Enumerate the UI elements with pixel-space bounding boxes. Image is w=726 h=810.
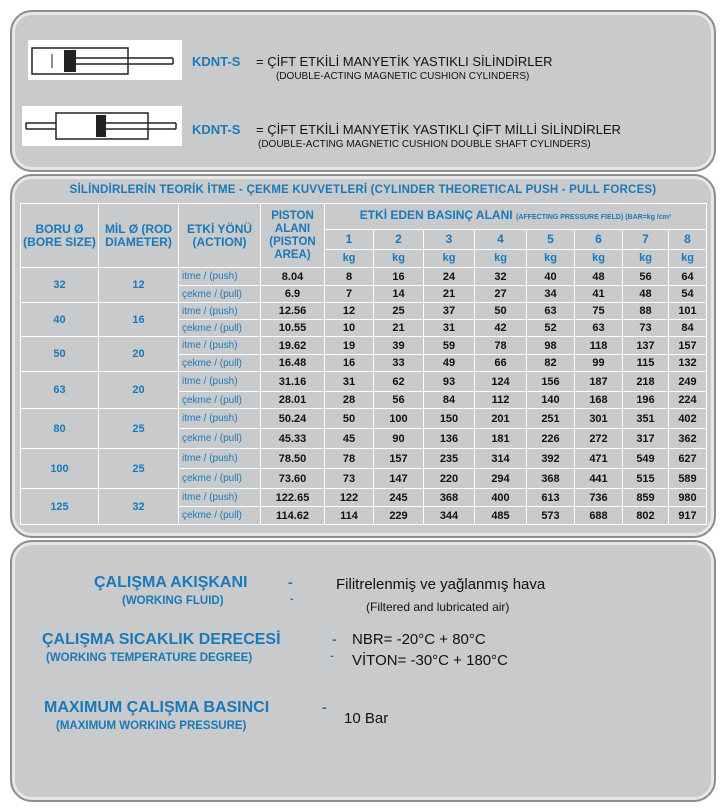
force-cell: 49 bbox=[424, 355, 475, 372]
force-cell: 301 bbox=[575, 409, 623, 429]
force-cell: 56 bbox=[374, 392, 424, 409]
force-cell: 21 bbox=[374, 320, 424, 337]
force-cell: 115 bbox=[623, 355, 669, 372]
unit-kg: kg bbox=[669, 250, 707, 268]
force-cell: 66 bbox=[475, 355, 527, 372]
force-cell: 93 bbox=[424, 372, 475, 392]
description-en: (DOUBLE-ACTING MAGNETIC CUSHION DOUBLE SHAFT CYLINDERS) bbox=[258, 139, 591, 150]
force-cell: 187 bbox=[575, 372, 623, 392]
force-cell: 75 bbox=[575, 303, 623, 320]
force-cell: 37 bbox=[424, 303, 475, 320]
force-cell: 132 bbox=[669, 355, 707, 372]
force-cell: 14 bbox=[374, 286, 424, 303]
force-cell: 485 bbox=[475, 507, 527, 525]
double-shaft-cylinder-diagram bbox=[22, 106, 182, 146]
piston-area-cell: 31.16 bbox=[261, 372, 325, 392]
rod-diameter-cell: 16 bbox=[99, 303, 179, 337]
header-piston-area: PISTON ALANI (PISTON AREA) bbox=[261, 204, 325, 268]
pull-action-label: çekme / (pull) bbox=[179, 469, 261, 489]
force-cell: 736 bbox=[575, 489, 623, 507]
max-pressure-label: MAXIMUM ÇALIŞMA BASINCI bbox=[44, 699, 270, 716]
force-cell: 39 bbox=[374, 337, 424, 355]
force-cell: 362 bbox=[669, 429, 707, 449]
force-cell: 82 bbox=[527, 355, 575, 372]
description-tr: = ÇİFT ETKİLİ MANYETİK YASTIKLI SİLİNDİRLER bbox=[256, 54, 553, 69]
force-cell: 137 bbox=[623, 337, 669, 355]
force-cell: 50 bbox=[475, 303, 527, 320]
force-cell: 78 bbox=[325, 449, 374, 469]
force-cell: 62 bbox=[374, 372, 424, 392]
piston-area-cell: 16.48 bbox=[261, 355, 325, 372]
push-action-label: itme / (push) bbox=[179, 303, 261, 320]
unit-kg: kg bbox=[325, 250, 374, 268]
force-cell: 73 bbox=[623, 320, 669, 337]
pull-action-label: çekme / (pull) bbox=[179, 429, 261, 449]
force-cell: 402 bbox=[669, 409, 707, 429]
force-cell: 101 bbox=[669, 303, 707, 320]
force-cell: 181 bbox=[475, 429, 527, 449]
force-cell: 235 bbox=[424, 449, 475, 469]
force-cell: 112 bbox=[475, 392, 527, 409]
force-cell: 19 bbox=[325, 337, 374, 355]
force-cell: 54 bbox=[669, 286, 707, 303]
force-cell: 50 bbox=[325, 409, 374, 429]
single-rod-cylinder-diagram bbox=[28, 40, 182, 80]
working-temperature-label: ÇALIŞMA SICAKLIK DERECESİ bbox=[42, 631, 281, 648]
force-cell: 40 bbox=[527, 268, 575, 286]
push-action-label: itme / (push) bbox=[179, 409, 261, 429]
force-cell: 31 bbox=[424, 320, 475, 337]
push-action-label: itme / (push) bbox=[179, 449, 261, 469]
description-tr: = ÇİFT ETKİLİ MANYETİK YASTIKLI ÇİFT MİLLİ SİLİNDİRLER bbox=[256, 122, 621, 137]
force-cell: 124 bbox=[475, 372, 527, 392]
force-cell: 84 bbox=[669, 320, 707, 337]
force-cell: 32 bbox=[475, 268, 527, 286]
pressure-bar-6: 6 bbox=[575, 230, 623, 250]
unit-kg: kg bbox=[623, 250, 669, 268]
max-pressure-label-en: (MAXIMUM WORKING PRESSURE) bbox=[56, 720, 247, 732]
force-cell: 34 bbox=[527, 286, 575, 303]
force-cell: 63 bbox=[527, 303, 575, 320]
model-description-panel bbox=[10, 10, 716, 172]
force-cell: 88 bbox=[623, 303, 669, 320]
pressure-bar-5: 5 bbox=[527, 230, 575, 250]
piston-area-cell: 12.56 bbox=[261, 303, 325, 320]
force-cell: 688 bbox=[575, 507, 623, 525]
force-cell: 226 bbox=[527, 429, 575, 449]
unit-kg: kg bbox=[527, 250, 575, 268]
force-cell: 28 bbox=[325, 392, 374, 409]
table-row bbox=[21, 489, 707, 507]
force-cell: 549 bbox=[623, 449, 669, 469]
rod-diameter-cell: 25 bbox=[99, 409, 179, 449]
temperature-viton-value: VİTON= -30°C + 180°C bbox=[352, 652, 508, 669]
push-action-label: itme / (push) bbox=[179, 372, 261, 392]
force-cell: 515 bbox=[623, 469, 669, 489]
table-row bbox=[21, 303, 707, 320]
force-cell: 156 bbox=[527, 372, 575, 392]
force-cell: 45 bbox=[325, 429, 374, 449]
force-cell: 140 bbox=[527, 392, 575, 409]
bore-size-cell: 80 bbox=[21, 409, 99, 449]
force-cell: 64 bbox=[669, 268, 707, 286]
working-fluid-label-en: (WORKING FLUID) bbox=[122, 595, 224, 607]
force-cell: 56 bbox=[623, 268, 669, 286]
forces-table bbox=[20, 203, 707, 525]
force-cell: 31 bbox=[325, 372, 374, 392]
specifications-panel bbox=[10, 540, 716, 802]
rod-diameter-cell: 32 bbox=[99, 489, 179, 525]
temperature-nbr-value: NBR= -20°C + 80°C bbox=[352, 631, 486, 648]
working-fluid-value-en: (Filtered and lubricated air) bbox=[366, 600, 510, 614]
force-cell: 12 bbox=[325, 303, 374, 320]
force-cell: 150 bbox=[424, 409, 475, 429]
max-pressure-value: 10 Bar bbox=[344, 710, 389, 727]
table-row bbox=[21, 409, 707, 429]
force-cell: 245 bbox=[374, 489, 424, 507]
force-cell: 613 bbox=[527, 489, 575, 507]
working-fluid-label: ÇALIŞMA AKIŞKANI bbox=[94, 574, 248, 591]
force-cell: 90 bbox=[374, 429, 424, 449]
force-cell: 16 bbox=[374, 268, 424, 286]
force-cell: 136 bbox=[424, 429, 475, 449]
force-cell: 400 bbox=[475, 489, 527, 507]
header-action: ETKİ YÖNÜ (ACTION) bbox=[179, 204, 261, 268]
bore-size-cell: 100 bbox=[21, 449, 99, 489]
force-cell: 168 bbox=[575, 392, 623, 409]
force-cell: 41 bbox=[575, 286, 623, 303]
force-cell: 59 bbox=[424, 337, 475, 355]
bore-size-cell: 32 bbox=[21, 268, 99, 303]
force-cell: 802 bbox=[623, 507, 669, 525]
bore-size-cell: 63 bbox=[21, 372, 99, 409]
table-title: SİLİNDİRLERİN TEORİK İTME - ÇEKME KUVVETLERİ (CYLINDER THEORETICAL PUSH - PULL FORCES) bbox=[69, 184, 657, 196]
force-cell: 78 bbox=[475, 337, 527, 355]
piston-area-cell: 28.01 bbox=[261, 392, 325, 409]
table-row bbox=[21, 337, 707, 355]
pull-action-label: çekme / (pull) bbox=[179, 355, 261, 372]
force-cell: 48 bbox=[623, 286, 669, 303]
rod-diameter-cell: 20 bbox=[99, 372, 179, 409]
force-cell: 272 bbox=[575, 429, 623, 449]
push-action-label: itme / (push) bbox=[179, 489, 261, 507]
unit-kg: kg bbox=[374, 250, 424, 268]
separator: - bbox=[322, 699, 327, 715]
description-en: (DOUBLE-ACTING MAGNETIC CUSHION CYLINDERS) bbox=[276, 71, 530, 82]
force-cell: 573 bbox=[527, 507, 575, 525]
force-cell: 917 bbox=[669, 507, 707, 525]
force-cell: 63 bbox=[575, 320, 623, 337]
force-cell: 7 bbox=[325, 286, 374, 303]
rod-diameter-cell: 12 bbox=[99, 268, 179, 303]
unit-kg: kg bbox=[475, 250, 527, 268]
force-cell: 368 bbox=[527, 469, 575, 489]
force-cell: 392 bbox=[527, 449, 575, 469]
unit-kg: kg bbox=[424, 250, 475, 268]
bore-size-cell: 40 bbox=[21, 303, 99, 337]
piston-area-cell: 122.65 bbox=[261, 489, 325, 507]
push-action-label: itme / (push) bbox=[179, 268, 261, 286]
force-cell: 220 bbox=[424, 469, 475, 489]
working-temperature-label-en: (WORKING TEMPERATURE DEGREE) bbox=[46, 652, 253, 664]
force-cell: 16 bbox=[325, 355, 374, 372]
force-cell: 48 bbox=[575, 268, 623, 286]
force-cell: 196 bbox=[623, 392, 669, 409]
separator: - bbox=[330, 650, 334, 662]
forces-table-panel bbox=[10, 174, 716, 538]
force-cell: 344 bbox=[424, 507, 475, 525]
bore-size-cell: 125 bbox=[21, 489, 99, 525]
force-cell: 10 bbox=[325, 320, 374, 337]
force-cell: 351 bbox=[623, 409, 669, 429]
force-cell: 294 bbox=[475, 469, 527, 489]
force-cell: 218 bbox=[623, 372, 669, 392]
bore-size-cell: 50 bbox=[21, 337, 99, 372]
force-cell: 73 bbox=[325, 469, 374, 489]
piston-area-cell: 73.60 bbox=[261, 469, 325, 489]
separator: - bbox=[288, 574, 293, 590]
pull-action-label: çekme / (pull) bbox=[179, 286, 261, 303]
force-cell: 980 bbox=[669, 489, 707, 507]
force-cell: 84 bbox=[424, 392, 475, 409]
model-code: KDNT-S bbox=[192, 54, 241, 69]
force-cell: 122 bbox=[325, 489, 374, 507]
piston-area-cell: 6.9 bbox=[261, 286, 325, 303]
force-cell: 317 bbox=[623, 429, 669, 449]
force-cell: 27 bbox=[475, 286, 527, 303]
force-cell: 100 bbox=[374, 409, 424, 429]
separator: - bbox=[290, 593, 294, 605]
force-cell: 42 bbox=[475, 320, 527, 337]
force-cell: 201 bbox=[475, 409, 527, 429]
table-row bbox=[21, 268, 707, 286]
pressure-bar-4: 4 bbox=[475, 230, 527, 250]
force-cell: 589 bbox=[669, 469, 707, 489]
header-bore: BORU Ø (BORE SIZE) bbox=[21, 204, 99, 268]
force-cell: 52 bbox=[527, 320, 575, 337]
force-cell: 627 bbox=[669, 449, 707, 469]
pressure-bar-3: 3 bbox=[424, 230, 475, 250]
force-cell: 8 bbox=[325, 268, 374, 286]
pull-action-label: çekme / (pull) bbox=[179, 320, 261, 337]
separator: - bbox=[332, 631, 337, 647]
force-cell: 157 bbox=[669, 337, 707, 355]
pressure-bar-1: 1 bbox=[325, 230, 374, 250]
force-cell: 99 bbox=[575, 355, 623, 372]
force-cell: 229 bbox=[374, 507, 424, 525]
piston-area-cell: 10.55 bbox=[261, 320, 325, 337]
header-rod: MİL Ø (ROD DIAMETER) bbox=[99, 204, 179, 268]
force-cell: 368 bbox=[424, 489, 475, 507]
force-cell: 25 bbox=[374, 303, 424, 320]
force-cell: 224 bbox=[669, 392, 707, 409]
force-cell: 24 bbox=[424, 268, 475, 286]
rod-diameter-cell: 25 bbox=[99, 449, 179, 489]
piston-area-cell: 8.04 bbox=[261, 268, 325, 286]
force-cell: 441 bbox=[575, 469, 623, 489]
force-cell: 314 bbox=[475, 449, 527, 469]
force-cell: 251 bbox=[527, 409, 575, 429]
working-fluid-value: Filitrelenmiş ve yağlanmış hava bbox=[336, 576, 546, 593]
table-row bbox=[21, 372, 707, 392]
push-action-label: itme / (push) bbox=[179, 337, 261, 355]
rod-diameter-cell: 20 bbox=[99, 337, 179, 372]
header-pressure-field: ETKİ EDEN BASINÇ ALANI (AFFECTING PRESSURE FIELD) (BAR=kg /cm² bbox=[325, 204, 707, 230]
pressure-bar-2: 2 bbox=[374, 230, 424, 250]
force-cell: 147 bbox=[374, 469, 424, 489]
force-cell: 33 bbox=[374, 355, 424, 372]
pressure-bar-8: 8 bbox=[669, 230, 707, 250]
pull-action-label: çekme / (pull) bbox=[179, 507, 261, 525]
piston-area-cell: 45.33 bbox=[261, 429, 325, 449]
piston-area-cell: 114.62 bbox=[261, 507, 325, 525]
piston-area-cell: 50.24 bbox=[261, 409, 325, 429]
pressure-bar-7: 7 bbox=[623, 230, 669, 250]
pull-action-label: çekme / (pull) bbox=[179, 392, 261, 409]
unit-kg: kg bbox=[575, 250, 623, 268]
force-cell: 859 bbox=[623, 489, 669, 507]
force-cell: 21 bbox=[424, 286, 475, 303]
force-cell: 249 bbox=[669, 372, 707, 392]
force-cell: 471 bbox=[575, 449, 623, 469]
model-code: KDNT-S bbox=[192, 122, 241, 137]
force-cell: 118 bbox=[575, 337, 623, 355]
piston-area-cell: 78.50 bbox=[261, 449, 325, 469]
force-cell: 114 bbox=[325, 507, 374, 525]
force-cell: 157 bbox=[374, 449, 424, 469]
piston-area-cell: 19.62 bbox=[261, 337, 325, 355]
force-cell: 98 bbox=[527, 337, 575, 355]
table-row bbox=[21, 449, 707, 469]
